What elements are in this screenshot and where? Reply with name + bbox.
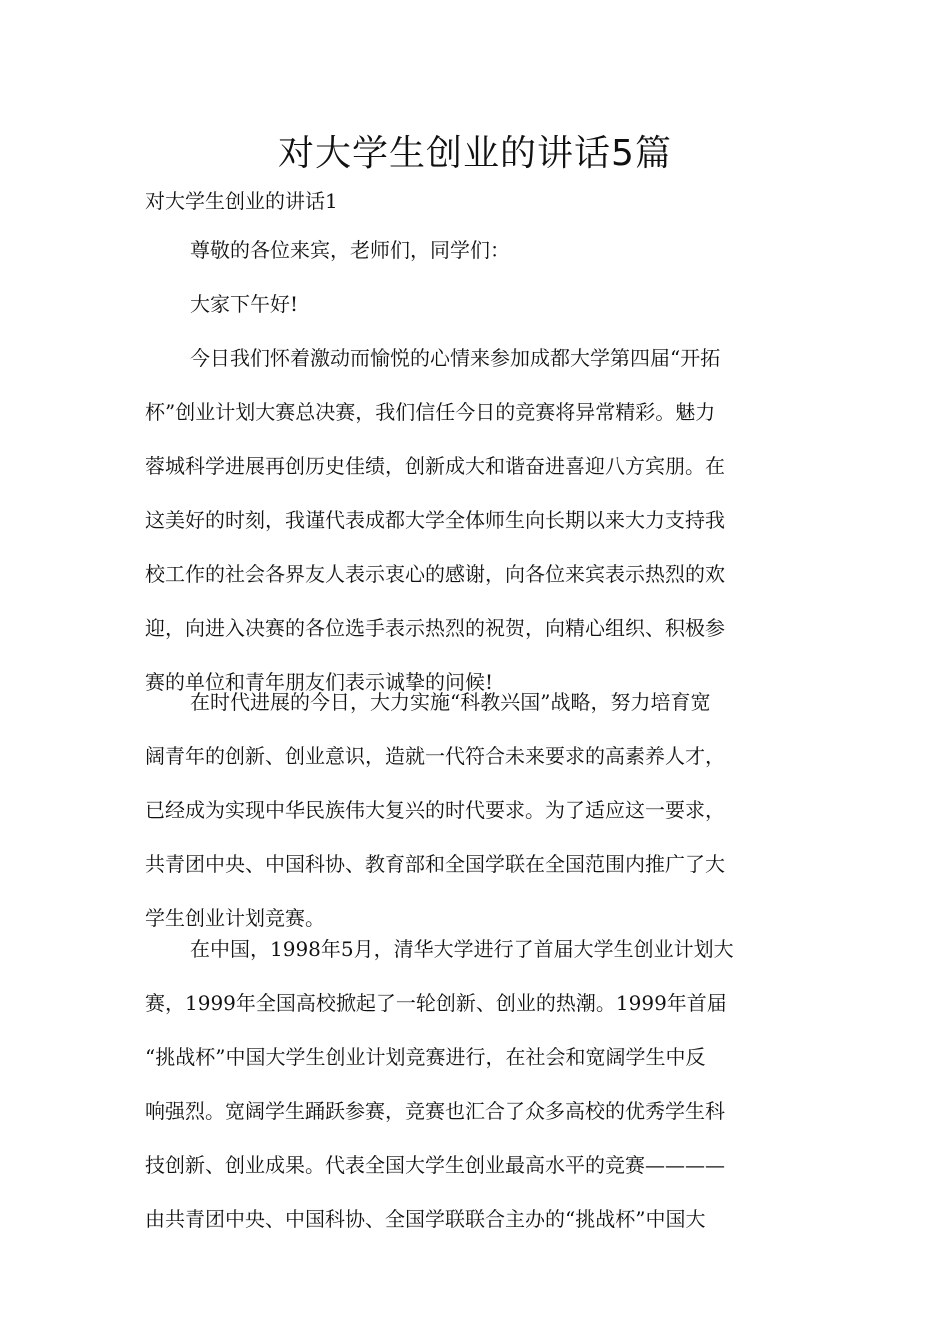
text-line: 赛的单位和青年朋友们表示诚挚的问候! <box>145 670 494 694</box>
text-line: 今日我们怀着激动而愉悦的心情来参加成都大学第四届“开拓 <box>190 346 721 370</box>
text-line: 赛，1999年全国高校掀起了一轮创新、创业的热潮。1999年首届 <box>145 991 727 1015</box>
paragraph-strategy <box>145 675 810 945</box>
document-title: 对大学生创业的讲话5篇 <box>278 133 672 174</box>
text-line: 学生创业计划竞赛。 <box>145 906 325 930</box>
text-line: 迎，向进入决赛的各位选手表示热烈的祝贺，向精心组织、积极参 <box>145 616 725 640</box>
paragraph-history <box>145 922 810 1246</box>
text-line: 阔青年的创新、创业意识，造就一代符合未来要求的高素养人才， <box>145 744 725 768</box>
text-line: 已经成为实现中华民族伟大复兴的时代要求。为了适应这一要求， <box>145 798 725 822</box>
text-line: 在时代进展的今日，大力实施“科教兴国”战略，努力培育宽 <box>190 690 711 714</box>
text-line: 蓉城科学进展再创历史佳绩，创新成大和谐奋进喜迎八方宾朋。在 <box>145 454 725 478</box>
text-line: 尊敬的各位来宾，老师们，同学们： <box>190 238 510 262</box>
text-line: 大家下午好! <box>190 292 299 316</box>
text-line: 由共青团中央、中国科协、全国学联联合主办的“挑战杯”中国大 <box>145 1207 706 1231</box>
text-line: 共青团中央、中国科协、教育部和全国学联在全国范围内推广了大 <box>145 852 725 876</box>
text-line: 这美好的时刻，我谨代表成都大学全体师生向长期以来大力支持我 <box>145 508 725 532</box>
paragraph-greeting <box>145 223 810 277</box>
section-heading: 对大学生创业的讲话1 <box>145 189 338 213</box>
paragraph-good-afternoon <box>145 277 810 331</box>
paragraph-opening <box>145 331 810 709</box>
text-line: 校工作的社会各界友人表示衷心的感谢，向各位来宾表示热烈的欢 <box>145 562 725 586</box>
text-line: 技创新、创业成果。代表全国大学生创业最高水平的竞赛———— <box>145 1153 725 1177</box>
text-line: 响强烈。宽阔学生踊跃参赛，竞赛也汇合了众多高校的优秀学生科 <box>145 1099 725 1123</box>
text-line: “挑战杯”中国大学生创业计划竞赛进行，在社会和宽阔学生中反 <box>145 1045 706 1069</box>
text-line: 在中国，1998年5月，清华大学进行了首届大学生创业计划大 <box>190 937 734 961</box>
text-line: 杯”创业计划大赛总决赛，我们信任今日的竞赛将异常精彩。魅力 <box>145 400 716 424</box>
